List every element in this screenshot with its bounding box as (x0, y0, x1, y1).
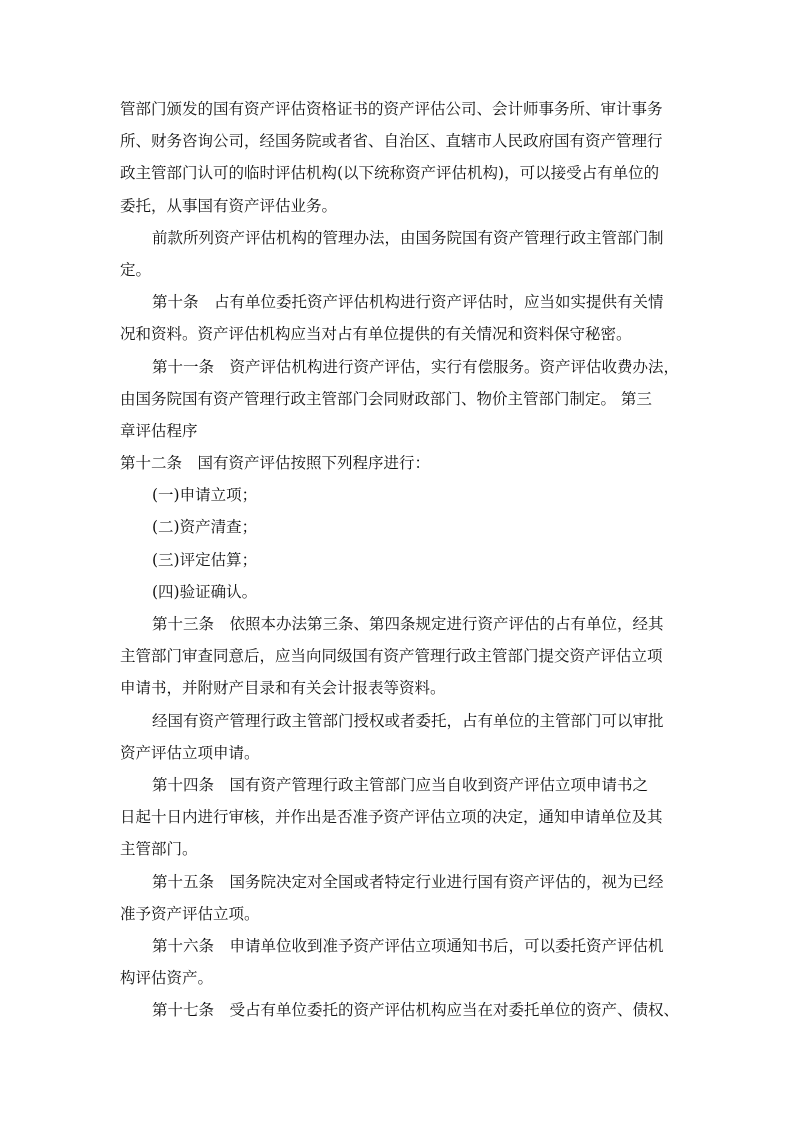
text-line: 经国有资产管理行政主管部门授权或者委托，占有单位的主管部门可以审批 (152, 711, 664, 730)
article-13-line: 第十三条 依照本办法第三条、第四条规定进行资产评估的占有单位，经其 (152, 615, 664, 633)
text-line: 准予资产评估立项。 (120, 904, 260, 923)
text-line: 所、财务咨询公司，经国务院或者省、自治区、直辖市人民政府国有资产管理行 (120, 132, 663, 151)
text-line: 主管部门。 (120, 840, 198, 859)
text-line: 申请书，并附财产目录和有关会计报表等资料。 (120, 679, 446, 698)
text-line: 主管部门审查同意后，应当向同级国有资产管理行政主管部门提交资产评估立项 (120, 647, 663, 666)
text-line: 日起十日内进行审核，并作出是否准予资产评估立项的决定，通知申请单位及其 (120, 808, 663, 827)
list-item: (二)资产清查； (152, 518, 258, 537)
text-line: 构评估资产。 (120, 969, 214, 988)
article-12-line: 第十二条 国有资产评估按照下列程序进行： (120, 454, 431, 473)
article-17-line: 第十七条 受占有单位委托的资产评估机构应当在对委托单位的资产、债权、 (152, 1001, 680, 1020)
text-line: 前款所列资产评估机构的管理办法，由国务院国有资产管理行政主管部门制 (152, 228, 664, 247)
text-line: 况和资料。资产评估机构应当对占有单位提供的有关情况和资料保守秘密。 (120, 325, 632, 344)
text-line: 由国务院国有资产管理行政主管部门会同财政部门、物价主管部门制定。 第三 (120, 389, 652, 408)
list-item: (一)申请立项； (152, 486, 258, 505)
article-15-line: 第十五条 国务院决定对全国或者特定行业进行国有资产评估的，视为已经 (152, 872, 664, 891)
text-line: 管部门颁发的国有资产评估资格证书的资产评估公司、会计师事务所、审计事务 (120, 100, 663, 118)
text-line: 资产评估立项申请。 (120, 743, 260, 762)
text-line: 委托，从事国有资产评估业务。 (120, 196, 338, 215)
article-11-line: 第十一条 资产评估机构进行资产评估，实行有偿服务。资产评估收费办法， (152, 357, 680, 376)
chapter-heading: 章评估程序 (120, 421, 198, 440)
article-14-line: 第十四条 国有资产管理行政主管部门应当自收到资产评估立项申请书之 (152, 775, 649, 794)
document-page (120, 93, 680, 1026)
text-line: 政主管部门认可的临时评估机构(以下统称资产评估机构)，可以接受占有单位的 (120, 164, 660, 183)
text-line: 定。 (120, 260, 152, 279)
article-10-line: 第十条 占有单位委托资产评估机构进行资产评估时，应当如实提供有关情 (152, 293, 664, 312)
list-item: (三)评定估算； (152, 550, 258, 569)
list-item: (四)验证确认。 (152, 582, 258, 601)
article-16-line: 第十六条 申请单位收到准予资产评估立项通知书后，可以委托资产评估机 (152, 936, 664, 955)
